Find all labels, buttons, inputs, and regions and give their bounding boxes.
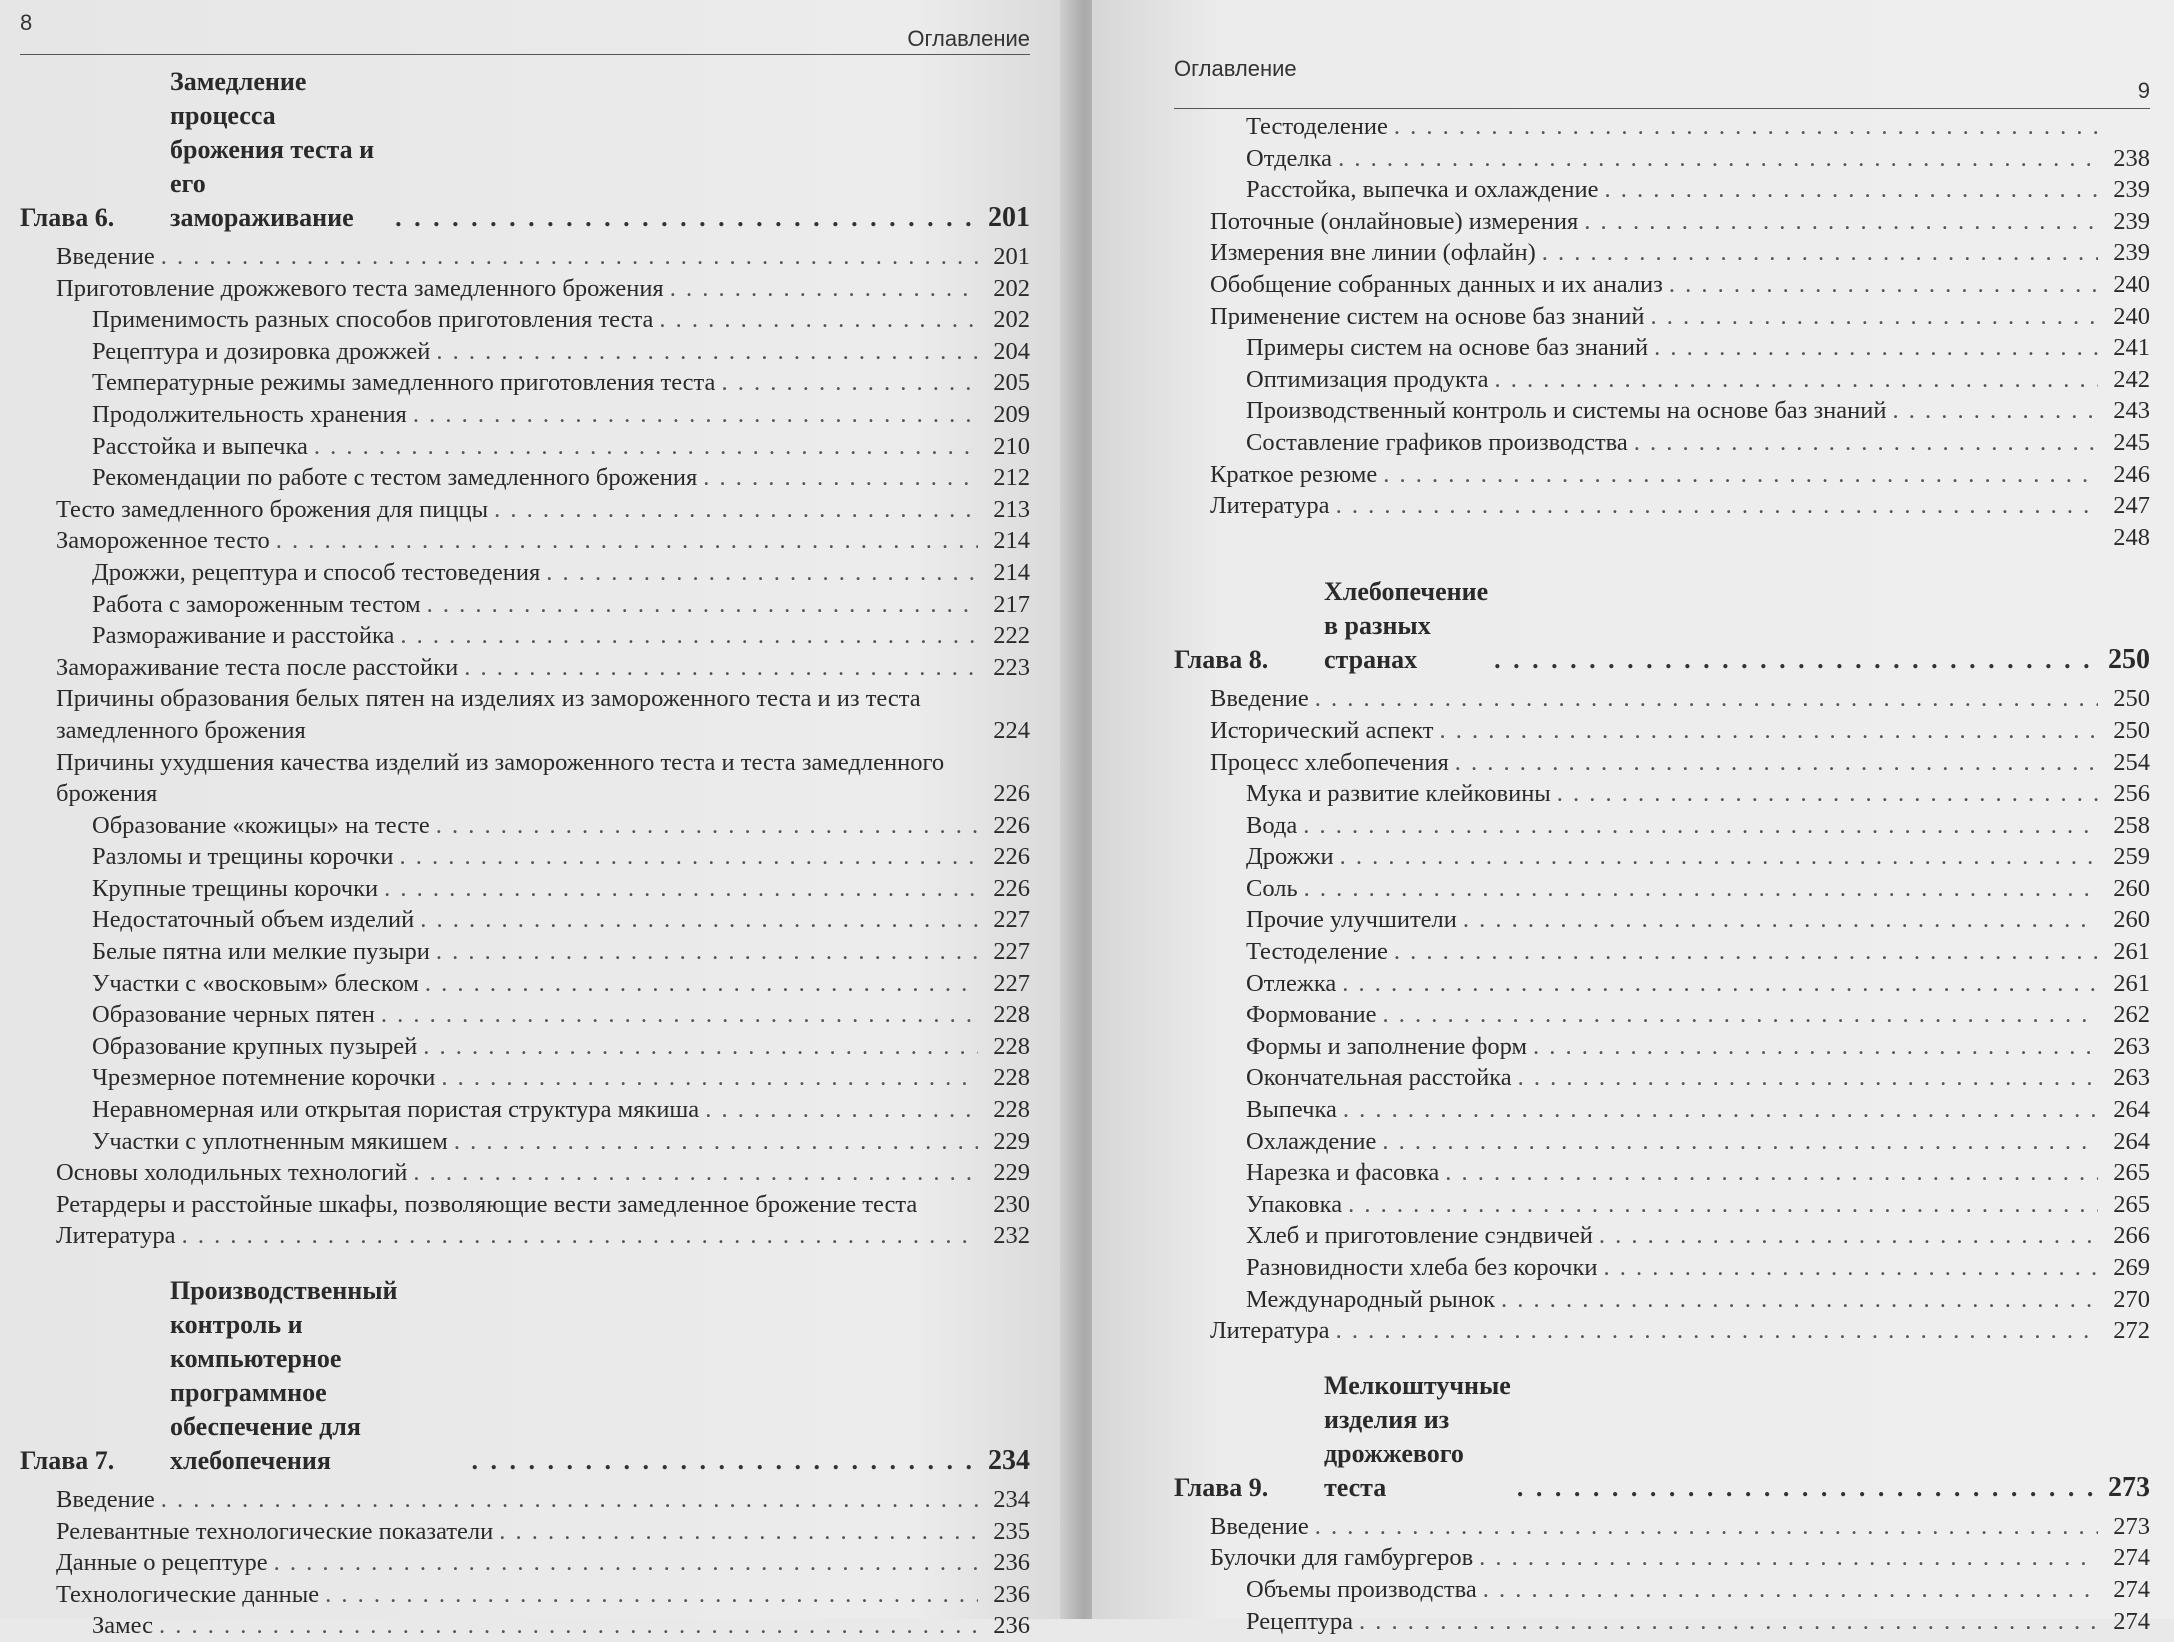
toc-entry: Обобщение собранных данных и их анализ . . . 240 xyxy=(1174,269,2150,301)
toc-entry: Хлеб и приготовление сэндвичей . . . 266 xyxy=(1174,1220,2150,1252)
toc-entry: Расстойка, выпечка и охлаждение . . . 239 xyxy=(1174,174,2150,206)
toc-entry: Измерения вне линии (офлайн) . . . 239 xyxy=(1174,237,2150,269)
toc-entry: Температурные режимы замедленного приготовления теста . . . 205 xyxy=(20,367,1030,399)
toc-entry: Причины образования белых пятен на изделиях из замороженного теста и из теста замедленного брожения 224 xyxy=(56,685,1030,744)
toc-entry: Применение систем на основе баз знаний . . . 240 xyxy=(1174,301,2150,333)
toc-entry: Дрожжи . . . 259 xyxy=(1174,841,2150,873)
toc-entry: Отделка . . . 238 xyxy=(1174,143,2150,175)
toc-entry: Ретардеры и расстойные шкафы, позволяющие вести замедленное брожение теста 230 xyxy=(56,1190,1030,1218)
extra-page-number: 248 xyxy=(2113,523,2150,551)
toc-entry: Участки с «восковым» блеском . . . 227 xyxy=(20,968,1030,1000)
toc-entry: Поточные (онлайновые) измерения . . . 239 xyxy=(1174,206,2150,238)
chapter-heading xyxy=(1174,575,2150,677)
toc-entry: Продолжительность хранения . . . 209 xyxy=(20,399,1030,431)
toc-entry: Недостаточный объем изделий . . . 227 xyxy=(20,904,1030,936)
toc-entry: Процесс хлебопечения . . . 254 xyxy=(1174,747,2150,779)
toc-entry: Нарезка и фасовка . . . 265 xyxy=(1174,1157,2150,1189)
leader-dots xyxy=(472,1444,982,1478)
toc-entry: Вода . . . 258 xyxy=(1174,810,2150,842)
toc-entry: Литература . . . 272 xyxy=(1174,1315,2150,1347)
running-head xyxy=(1174,56,2150,109)
toc-entry: Составление графиков производства . . . 245 xyxy=(1174,427,2150,459)
toc-list xyxy=(1174,111,2150,1637)
toc-entry: Белые пятна или мелкие пузыри . . . 227 xyxy=(20,936,1030,968)
right-page xyxy=(1092,0,2174,1635)
toc-entry: Литература . . . 232 xyxy=(20,1220,1030,1252)
running-title: Оглавление xyxy=(1174,56,1297,81)
toc-entry: Рекомендации по работе с тестом замедленного брожения . . . 212 xyxy=(20,462,1030,494)
chapter-heading xyxy=(20,65,1030,235)
toc-entry: Булочки для гамбургеров . . . 274 xyxy=(1174,1542,2150,1574)
chapter-label: Глава 6. xyxy=(20,203,115,232)
toc-entry: Релевантные технологические показатели . . . 235 xyxy=(20,1516,1030,1548)
toc-entry: Работа с замороженным тестом . . . 217 xyxy=(20,589,1030,621)
toc-entry: Упаковка . . . 265 xyxy=(1174,1189,2150,1221)
toc-entry: Данные о рецептуре . . . 236 xyxy=(20,1547,1030,1579)
chapter-page: 250 xyxy=(2108,644,2150,676)
chapter-title: Мелкоштучные изделия из дрожжевого теста xyxy=(1324,1370,1511,1502)
leader-dots xyxy=(1494,643,2102,677)
toc-entry: Размораживание и расстойка . . . 222 xyxy=(20,620,1030,652)
toc-entry: Разломы и трещины корочки . . . 226 xyxy=(20,841,1030,873)
chapter-title: Производственный контроль и компьютерное программное обеспечение для хлебопечения xyxy=(170,1276,398,1475)
chapter-heading xyxy=(1174,1369,2150,1505)
toc-entry: Примеры систем на основе баз знаний . . . 241 xyxy=(1174,332,2150,364)
toc-entry: Выпечка . . . 264 xyxy=(1174,1094,2150,1126)
toc-entry: Тестоделение . . . xyxy=(1174,111,2150,143)
toc-entry: Охлаждение . . . 264 xyxy=(1174,1126,2150,1158)
toc-entry: Рецептура . . . 274 xyxy=(1174,1606,2150,1638)
toc-entry: Крупные трещины корочки . . . 226 xyxy=(20,873,1030,905)
toc-entry: Рецептура и дозировка дрожжей . . . 204 xyxy=(20,336,1030,368)
toc-entry: Формы и заполнение форм . . . 263 xyxy=(1174,1031,2150,1063)
toc-entry: Производственный контроль и системы на основе баз знаний . . . 243 xyxy=(1174,395,2150,427)
toc-entry: Основы холодильных технологий . . . 229 xyxy=(20,1157,1030,1189)
leader-dots xyxy=(395,201,982,235)
toc-entry: Формование . . . 262 xyxy=(1174,999,2150,1031)
toc-entry: Неравномерная или открытая пористая структура мякиша . . . 228 xyxy=(20,1094,1030,1126)
toc-entry: Замораживание теста после расстойки . . . 223 xyxy=(20,652,1030,684)
chapter-title: Замедление процесса брожения теста и его замораживание xyxy=(170,67,375,232)
toc-entry: Окончательная расстойка . . . 263 xyxy=(1174,1062,2150,1094)
toc-entry xyxy=(1174,522,2150,554)
chapter-page: 234 xyxy=(988,1445,1030,1476)
chapter-label: Глава 9. xyxy=(1174,1472,1269,1502)
left-page xyxy=(0,0,1074,1640)
toc-entry: Дрожжи, рецептура и способ тестоведения . . . 214 xyxy=(20,557,1030,589)
toc-entry: Применимость разных способов приготовления теста . . . 202 xyxy=(20,304,1030,336)
leader-dots xyxy=(1517,1471,2102,1505)
toc-entry: Введение . . . 201 xyxy=(20,241,1030,273)
running-head xyxy=(20,10,1030,55)
page-number: 9 xyxy=(2137,78,2150,103)
toc-entry: Образование крупных пузырей . . . 228 xyxy=(20,1031,1030,1063)
toc-entry: Краткое резюме . . . 246 xyxy=(1174,459,2150,491)
chapter-label: Глава 7. xyxy=(20,1446,115,1475)
chapter-page: 273 xyxy=(2108,1471,2150,1503)
toc-entry: Тестоделение . . . 261 xyxy=(1174,936,2150,968)
chapter-label: Глава 8. xyxy=(1174,645,1269,675)
toc-entry: Соль . . . 260 xyxy=(1174,873,2150,905)
toc-entry: Технологические данные . . . 236 xyxy=(20,1579,1030,1611)
toc-entry: Тесто замедленного брожения для пиццы . . . 213 xyxy=(20,494,1030,526)
toc-entry: Введение . . . 250 xyxy=(1174,683,2150,715)
toc-entry: Образование «кожицы» на тесте . . . 226 xyxy=(20,810,1030,842)
toc-entry: Образование черных пятен . . . 228 xyxy=(20,999,1030,1031)
toc-entry: Прочие улучшители . . . 260 xyxy=(1174,904,2150,936)
running-title: Оглавление xyxy=(907,26,1030,51)
toc-entry: Отлежка . . . 261 xyxy=(1174,968,2150,1000)
toc-entry: Разновидности хлеба без корочки . . . 269 xyxy=(1174,1252,2150,1284)
chapter-heading xyxy=(20,1274,1030,1478)
toc-entry: Причины ухудшения качества изделий из замороженного теста и теста замедленного брожения 226 xyxy=(56,748,1030,808)
toc-entry: Оптимизация продукта . . . 242 xyxy=(1174,364,2150,396)
toc-entry: Литература . . . 247 xyxy=(1174,490,2150,522)
toc-entry: Международный рынок . . . 270 xyxy=(1174,1284,2150,1316)
toc-entry: Замороженное тесто . . . 214 xyxy=(20,525,1030,557)
toc-entry: Мука и развитие клейковины . . . 256 xyxy=(1174,778,2150,810)
page-number: 8 xyxy=(20,10,33,35)
toc-entry: Введение . . . 234 xyxy=(20,1484,1030,1516)
toc-entry: Приготовление дрожжевого теста замедленного брожения . . . 202 xyxy=(20,273,1030,305)
toc-entry: Замес . . . 236 xyxy=(20,1610,1030,1642)
chapter-page: 201 xyxy=(988,202,1030,233)
chapter-title: Хлебопечение в разных странах xyxy=(1324,577,1489,675)
toc-entry: Введение . . . 273 xyxy=(1174,1511,2150,1543)
toc-entry: Участки с уплотненным мякишем . . . 229 xyxy=(20,1126,1030,1158)
toc-entry: Чрезмерное потемнение корочки . . . 228 xyxy=(20,1062,1030,1094)
toc-entry: Объемы производства . . . 274 xyxy=(1174,1574,2150,1606)
toc-entry: Исторический аспект . . . 250 xyxy=(1174,715,2150,747)
toc-entry: Расстойка и выпечка . . . 210 xyxy=(20,431,1030,463)
toc-list xyxy=(20,65,1030,1642)
